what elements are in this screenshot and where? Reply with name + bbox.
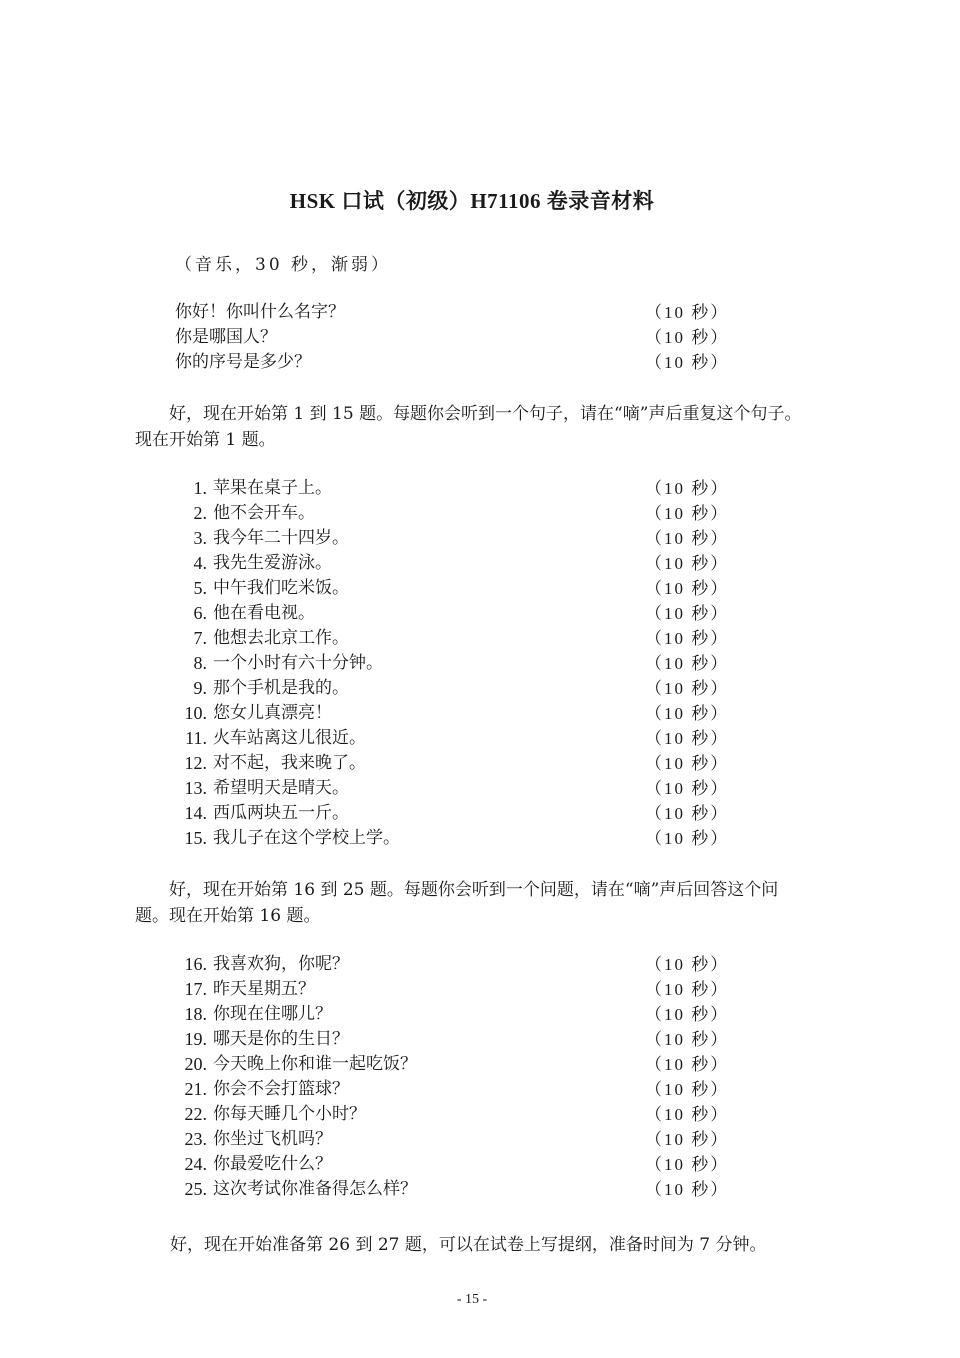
time-allotted: （10 秒） — [645, 554, 730, 573]
item-number: 9. — [193, 678, 207, 698]
item-number: 19. — [184, 1029, 207, 1049]
item-text: 昨天星期五？ — [213, 979, 315, 999]
list-item — [175, 526, 730, 551]
item-number: 15. — [184, 828, 207, 848]
item-text: 中午我们吃米饭。 — [213, 578, 349, 598]
item-text: 你每天睡几个小时？ — [213, 1104, 366, 1124]
item-number: 17. — [184, 979, 207, 999]
section3-instruction: 好，现在开始准备第 26 到 27 题，可以在试卷上写提纲，准备时间为 7 分钟。 — [170, 1235, 767, 1255]
list-item — [175, 601, 730, 626]
time-allotted: （10 秒） — [645, 829, 730, 848]
intro-question — [175, 350, 730, 375]
item-text: 今天晚上你和谁一起吃饭？ — [213, 1054, 417, 1074]
list-item — [175, 501, 730, 526]
page-number: - 15 - — [456, 1292, 488, 1307]
item-text: 你最爱吃什么？ — [213, 1154, 332, 1174]
time-allotted: （10 秒） — [645, 654, 730, 673]
list-item — [175, 1177, 730, 1202]
time-allotted: （10 秒） — [645, 1030, 730, 1049]
time-allotted: （10 秒） — [645, 955, 730, 974]
document-title: HSK 口试（初级）H71106 卷录音材料 — [289, 189, 655, 213]
item-number: 6. — [193, 603, 207, 623]
section2-instruction: 好，现在开始第 16 到 25 题。每题你会听到一个问题，请在“嘀”声后回答这个问题。现在开始第 16 题。 — [135, 880, 779, 926]
list-item — [175, 551, 730, 576]
item-number: 7. — [193, 628, 207, 648]
time-allotted: （10 秒） — [645, 779, 730, 798]
time-allotted: （10 秒） — [645, 1005, 730, 1024]
item-number: 16. — [184, 954, 207, 974]
time-allotted: （10 秒） — [645, 679, 730, 698]
item-text: 他在看电视。 — [213, 603, 315, 623]
time-allotted: （10 秒） — [645, 1055, 730, 1074]
item-text: 希望明天是晴天。 — [213, 778, 349, 798]
list-item — [175, 1127, 730, 1152]
question-text: 你是哪国人？ — [175, 327, 277, 347]
time-allotted: （10 秒） — [645, 479, 730, 498]
section1-instruction: 好，现在开始第 1 到 15 题。每题你会听到一个句子，请在“嘀”声后重复这个句子。现在开始第 1 题。 — [135, 404, 802, 450]
item-text: 我喜欢狗，你呢？ — [213, 954, 349, 974]
item-text: 这次考试你准备得怎么样？ — [213, 1179, 417, 1199]
item-number: 5. — [193, 578, 207, 598]
list-item — [175, 751, 730, 776]
item-text: 你坐过飞机吗？ — [213, 1129, 332, 1149]
item-number: 11. — [185, 728, 207, 748]
item-text: 一个小时有六十分钟。 — [213, 653, 383, 673]
time-allotted: （10 秒） — [645, 804, 730, 823]
time-allotted: （10 秒） — [645, 629, 730, 648]
list-item — [175, 701, 730, 726]
item-text: 他不会开车。 — [213, 503, 315, 523]
time-allotted: （10 秒） — [645, 1105, 730, 1124]
item-text: 我儿子在这个学校上学。 — [213, 828, 400, 848]
item-text: 我今年二十四岁。 — [213, 528, 349, 548]
item-text: 那个手机是我的。 — [213, 678, 349, 698]
time-allotted: （10 秒） — [645, 1155, 730, 1174]
item-text: 我先生爱游泳。 — [213, 553, 332, 573]
music-note: （音乐，30 秒，渐弱） — [175, 255, 392, 275]
intro-question — [175, 325, 730, 350]
item-text: 对不起，我来晚了。 — [213, 753, 366, 773]
question-text: 你的序号是多少？ — [175, 352, 311, 372]
question-text: 你好！你叫什么名字？ — [175, 302, 345, 322]
item-text: 您女儿真漂亮！ — [213, 703, 332, 723]
time-allotted: （10 秒） — [645, 579, 730, 598]
item-text: 火车站离这儿很近。 — [213, 728, 366, 748]
list-item — [175, 476, 730, 501]
list-item — [175, 1052, 730, 1077]
list-item — [175, 1152, 730, 1177]
time-allotted: （10 秒） — [645, 1130, 730, 1149]
item-text: 他想去北京工作。 — [213, 628, 349, 648]
item-number: 14. — [184, 803, 207, 823]
list-item — [175, 626, 730, 651]
item-number: 21. — [184, 1079, 207, 1099]
time-allotted: （10 秒） — [645, 529, 730, 548]
list-item — [175, 651, 730, 676]
item-text: 你会不会打篮球？ — [213, 1079, 349, 1099]
time-allotted: （10 秒） — [645, 328, 730, 347]
item-number: 8. — [193, 653, 207, 673]
item-number: 23. — [184, 1129, 207, 1149]
list-item — [175, 1102, 730, 1127]
time-allotted: （10 秒） — [645, 1180, 730, 1199]
list-item — [175, 801, 730, 826]
item-number: 2. — [193, 503, 207, 523]
item-number: 1. — [193, 478, 207, 498]
item-text: 哪天是你的生日？ — [213, 1029, 349, 1049]
time-allotted: （10 秒） — [645, 704, 730, 723]
item-number: 22. — [184, 1104, 207, 1124]
item-number: 12. — [184, 753, 207, 773]
item-number: 3. — [193, 528, 207, 548]
item-text: 西瓜两块五一斤。 — [213, 803, 349, 823]
item-number: 4. — [193, 553, 207, 573]
item-number: 20. — [184, 1054, 207, 1074]
list-item — [175, 576, 730, 601]
time-allotted: （10 秒） — [645, 504, 730, 523]
time-allotted: （10 秒） — [645, 604, 730, 623]
time-allotted: （10 秒） — [645, 754, 730, 773]
time-allotted: （10 秒） — [645, 729, 730, 748]
list-item — [175, 977, 730, 1002]
list-item — [175, 726, 730, 751]
list-item — [175, 676, 730, 701]
time-allotted: （10 秒） — [645, 1080, 730, 1099]
list-item — [175, 776, 730, 801]
item-number: 24. — [184, 1154, 207, 1174]
item-number: 13. — [184, 778, 207, 798]
time-allotted: （10 秒） — [645, 303, 730, 322]
list-item — [175, 826, 730, 851]
item-number: 25. — [184, 1179, 207, 1199]
item-text: 你现在住哪儿？ — [213, 1004, 332, 1024]
list-item — [175, 1027, 730, 1052]
intro-question — [175, 300, 730, 325]
item-text: 苹果在桌子上。 — [213, 478, 332, 498]
item-number: 18. — [184, 1004, 207, 1024]
list-item — [175, 1077, 730, 1102]
time-allotted: （10 秒） — [645, 980, 730, 999]
time-allotted: （10 秒） — [645, 353, 730, 372]
item-number: 10. — [184, 703, 207, 723]
list-item — [175, 1002, 730, 1027]
list-item — [175, 952, 730, 977]
